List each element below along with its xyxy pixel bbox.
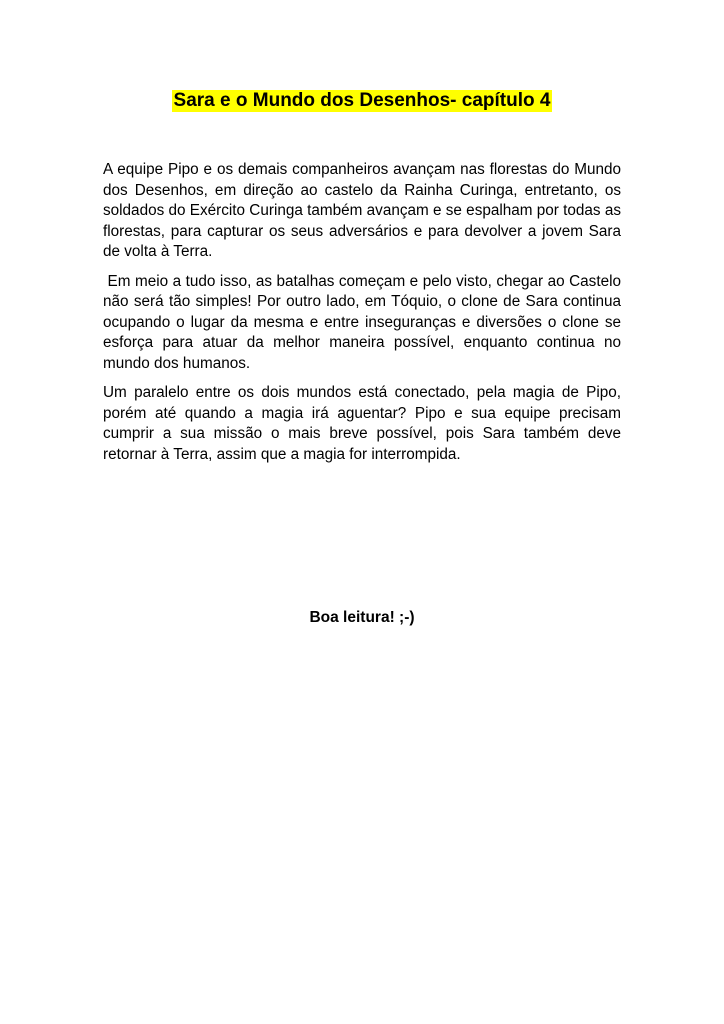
paragraph-3: Um paralelo entre os dois mundos está conectado, pela magia de Pipo, porém até quando a magia irá aguentar? Pipo e sua equipe precisam cumprir a sua missão o mais breve possível, pois Sara também deve retornar à Terra, assim que a magia for interrompida.	[103, 384, 621, 463]
paragraph-2: Em meio a tudo isso, as batalhas começam e pelo visto, chegar ao Castelo não será tão simples! Por outro lado, em Tóquio, o clone de Sara continua ocupando o lugar da mesma e entre inseguranças e diversões o clone se esforça para atuar da melhor maneira possível, enquanto continua no mundo dos humanos.	[103, 272, 626, 372]
title-container	[0, 90, 724, 112]
paragraph-1: A equipe Pipo e os demais companheiros avançam nas florestas do Mundo dos Desenhos, em direção ao castelo da Rainha Curinga, entretanto, os soldados do Exército Curinga também avançam e se espalham por todas as florestas, para capturar os seus adversários e para devolver a jovem Sara de volta à Terra.	[103, 161, 621, 260]
sign-off-text: Boa leitura! ;-)	[309, 609, 415, 626]
document-body	[103, 160, 626, 474]
document-title: Sara e o Mundo dos Desenhos- capítulo 4	[173, 90, 551, 111]
